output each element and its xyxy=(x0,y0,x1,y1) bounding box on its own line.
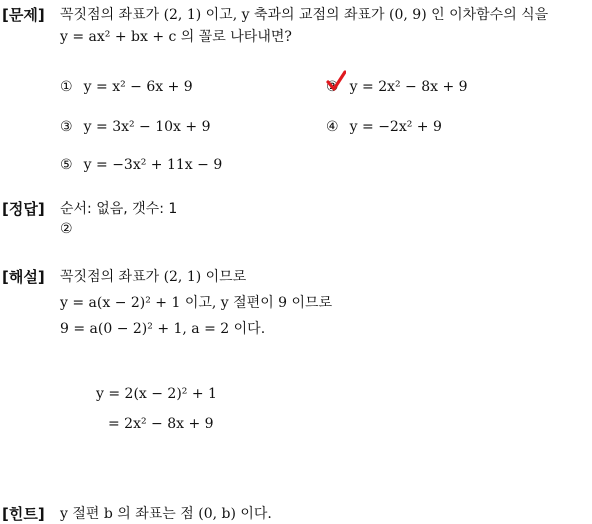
option-3-text: y = 3x² − 10x + 9 xyxy=(83,119,211,135)
option-4-number: ④ xyxy=(326,119,339,135)
answer-line-1: 순서: 없음, 갯수: 1 xyxy=(60,201,178,217)
problem-line-2: y = ax² + bx + c 의 꼴로 나타내면? xyxy=(60,29,292,45)
option-1-number: ① xyxy=(60,79,73,95)
explanation-line-1: 꼭짓점의 좌표가 (2, 1) 이므로 xyxy=(60,269,247,285)
explanation-line-3: 9 = a(0 − 2)² + 1, a = 2 이다. xyxy=(60,321,266,337)
option-1[interactable] xyxy=(60,76,193,95)
option-4-text: y = −2x² + 9 xyxy=(349,119,442,135)
option-1-text: y = x² − 6x + 9 xyxy=(83,79,193,95)
explanation-equation-1: y = 2(x − 2)² + 1 xyxy=(96,386,217,402)
hint-tag: [힌트] xyxy=(2,505,45,523)
answer-tag: [정답] xyxy=(2,200,45,218)
option-2-text: y = 2x² − 8x + 9 xyxy=(349,79,468,95)
explanation-line-2: y = a(x − 2)² + 1 이고, y 절편이 9 이므로 xyxy=(60,295,333,311)
explanation-tag: [해설] xyxy=(2,268,45,286)
option-3-number: ③ xyxy=(60,119,73,135)
option-2-number: ② xyxy=(326,79,339,95)
option-5-text: y = −3x² + 11x − 9 xyxy=(83,157,223,173)
answer-line-2: ② xyxy=(60,221,73,237)
option-5-number: ⑤ xyxy=(60,157,73,173)
option-5[interactable] xyxy=(60,154,222,173)
explanation-equation-2: = 2x² − 8x + 9 xyxy=(108,416,214,432)
option-4[interactable] xyxy=(326,116,442,135)
checkmark-icon xyxy=(326,70,346,92)
problem-tag: [문제] xyxy=(2,6,45,24)
option-2[interactable] xyxy=(326,76,468,95)
option-3[interactable] xyxy=(60,116,211,135)
hint-line-1: y 절편 b 의 좌표는 점 (0, b) 이다. xyxy=(60,506,272,522)
problem-line-1: 꼭짓점의 좌표가 (2, 1) 이고, y 축과의 교점의 좌표가 (0, 9) 인 이차함수의 식을 xyxy=(60,7,549,23)
